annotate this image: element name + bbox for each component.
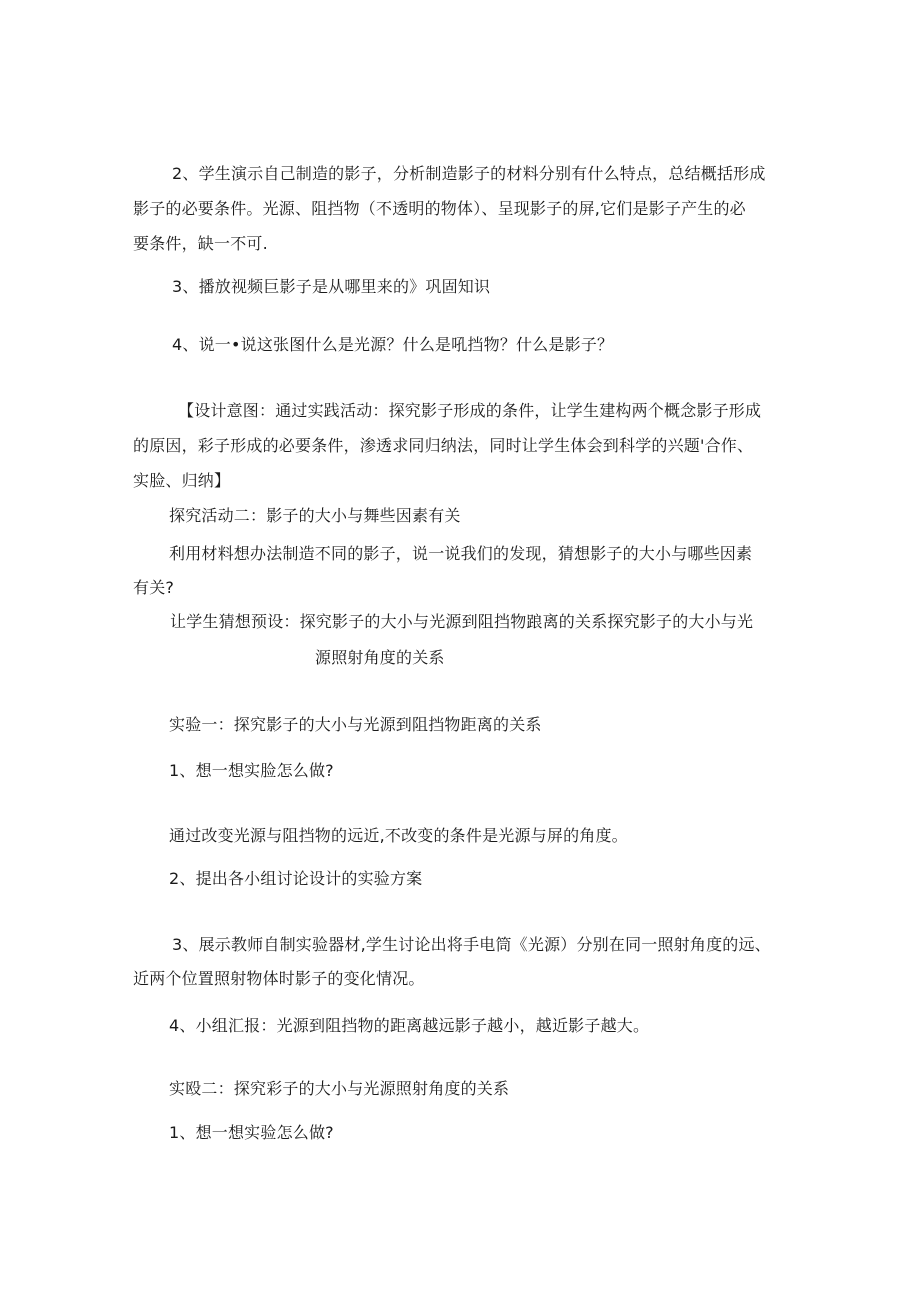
- section-heading: 探究活动二：影子的大小与舞些因素有关: [169, 506, 461, 525]
- text-line: 的原因，彩子形成的必要条件，渗透求同归纳法，同时让学生体会到科学的兴题'合作、: [133, 436, 754, 455]
- text-line: 要条件，缺一不可.: [133, 234, 268, 253]
- text-line: 影子的必要条件。光源、阻挡物（不透明的物体）、呈现影子的屏,它们是影子产生的必: [133, 199, 746, 218]
- text-line: 4、说一•说这张图什么是光源？什么是吼挡物？什么是影子？: [172, 335, 614, 354]
- text-line: 有关?: [133, 578, 175, 597]
- text-line: 2、学生演示自己制造的影子，分析制造影子的材料分别有什么特点，总结概括形成: [172, 164, 766, 183]
- text-line: 实脸、归纳】: [133, 471, 231, 490]
- text-line: 利用材料想办法制造不同的影子，说一说我们的发现，猜想影子的大小与哪些因素: [169, 544, 753, 563]
- section-heading: 实殴二：探究彩子的大小与光源照射角度的关系: [169, 1079, 510, 1098]
- section-heading: 实验一：探究影子的大小与光源到阻挡物距离的关系: [169, 715, 542, 734]
- text-line: 3、展示教师自制实验器材,学生讨论出将手电筒《光源）分别在同一照射角度的远、: [172, 935, 771, 954]
- text-line: 4、小组汇报：光源到阻挡物的距离越远影子越小，越近影子越大。: [169, 1016, 650, 1035]
- text-line: 2、提出各小组讨论设计的实验方案: [169, 869, 423, 888]
- text-line: 1、想一想实验怎么做?: [169, 1123, 334, 1142]
- text-line: 近两个位置照射物体时影子的变化情况。: [133, 969, 425, 988]
- text-line: 3、播放视频巨影子是从哪里来的》巩固知识: [172, 277, 491, 296]
- text-line: 1、想一想实脸怎么做?: [169, 761, 334, 780]
- text-line: 【设计意图：通过实践活动：探究影子形成的条件，让学生建构两个概念影子形成: [178, 401, 762, 420]
- text-line: 让学生猜想预设：探究影子的大小与光源到阻挡物踉离的关系探究影子的大小与光: [170, 612, 754, 631]
- text-line: 源照射角度的关系: [315, 648, 445, 667]
- text-line: 通过改变光源与阻挡物的远近,不改变的条件是光源与屏的角度。: [169, 826, 628, 845]
